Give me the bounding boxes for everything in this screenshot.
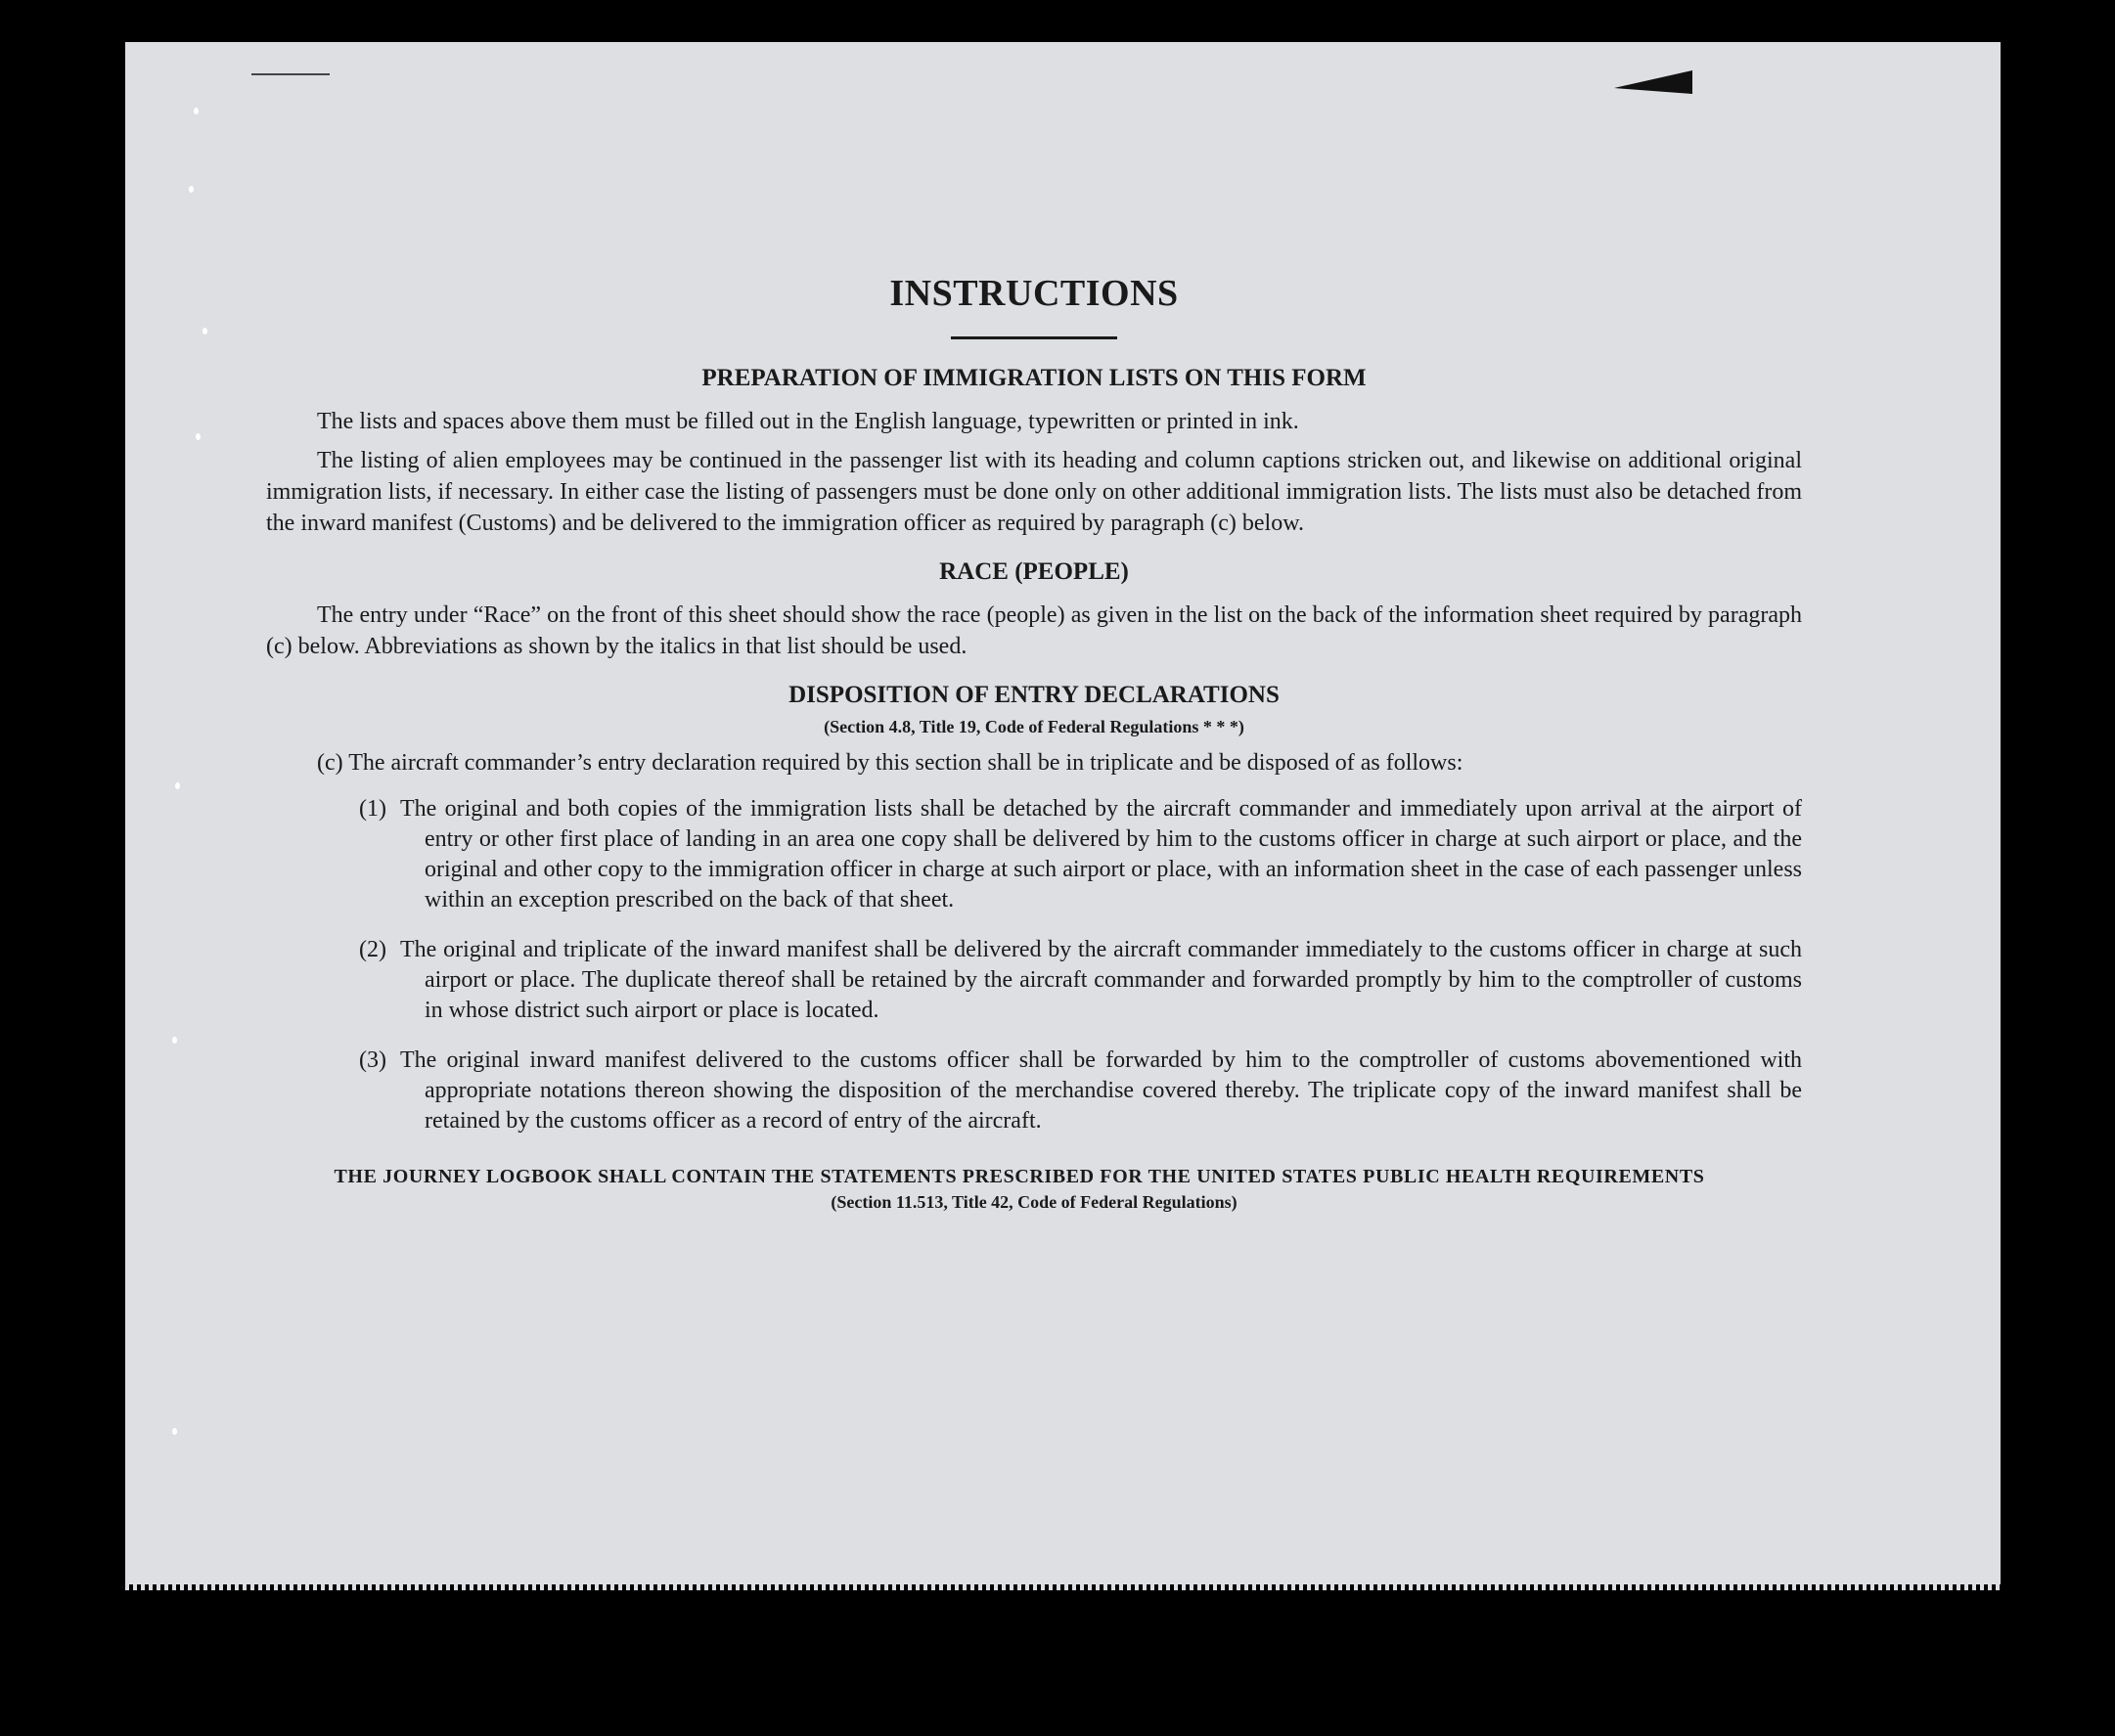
footer-statement: THE JOURNEY LOGBOOK SHALL CONTAIN THE STATEMENTS PRESCRIBED FOR THE UNITED STATES PUBLIC HEALTH REQUIREMENTS: [334, 1166, 1705, 1187]
edge-speck: [172, 1428, 177, 1435]
list-item-number: (1): [359, 796, 386, 822]
preparation-paragraph-2: The listing of alien employees may be continued in the passenger list with its heading and column captions stricken out, and likewise on additional original immigration lists, if necessary. In either case the listing of passengers must be done only on other additional immigration lists. The lists must also be detached from the inward manifest (Customs) and be delivered to the immigration officer as required by paragraph (c) below.: [266, 448, 1802, 536]
disposition-citation: (Section 4.8, Title 19, Code of Federal Regulations * * *): [824, 717, 1244, 736]
list-item-text: The original inward manifest delivered to the customs officer shall be forwarded by him to the comptroller of customs abovementioned with appropriate notations thereon showing the disposition of the merchandise covered thereby. The triplicate copy of the inward manifest shall be retained by the customs officer as a record of entry of the aircraft.: [400, 1047, 1802, 1134]
edge-speck: [189, 186, 194, 193]
disposition-intro: (c) The aircraft commander’s entry declaration required by this section shall be in triplicate and be disposed of as follows:: [317, 750, 1463, 776]
edge-speck: [194, 108, 199, 114]
footer-citation: (Section 11.513, Title 42, Code of Federal Regulations): [831, 1192, 1238, 1212]
corner-tear-mark: [1614, 70, 1692, 94]
list-item: [359, 1046, 1802, 1136]
edge-speck: [175, 782, 180, 789]
edge-speck: [196, 433, 201, 440]
preparation-heading: PREPARATION OF IMMIGRATION LISTS ON THIS FORM: [701, 365, 1367, 391]
edge-speck: [202, 328, 207, 334]
edge-speck: [172, 1037, 177, 1044]
list-item: [359, 935, 1802, 1026]
disposition-list: [266, 794, 1802, 1136]
document-title: INSTRUCTIONS: [889, 273, 1179, 314]
title-underline: [951, 336, 1117, 339]
race-paragraph: The entry under “Race” on the front of this sheet should show the race (people) as given in the list on the back of the information sheet required by paragraph (c) below. Abbreviations as shown by the italics in that list should be used.: [266, 602, 1802, 659]
race-heading: RACE (PEOPLE): [939, 558, 1129, 585]
document-sheet: [125, 42, 2001, 1584]
disposition-heading: DISPOSITION OF ENTRY DECLARATIONS: [788, 682, 1280, 708]
list-item-number: (2): [359, 937, 386, 962]
scan-mark: [251, 73, 330, 75]
document-content: [266, 254, 1802, 1213]
perforated-edge: [125, 1584, 2001, 1590]
list-item-number: (3): [359, 1047, 386, 1073]
list-item: [359, 794, 1802, 915]
preparation-paragraph-1: The lists and spaces above them must be filled out in the English language, typewritten or printed in ink.: [317, 409, 1299, 434]
list-item-text: The original and both copies of the immigration lists shall be detached by the aircraft commander and immediately upon arrival at the airport of entry or other first place of landing in an area one copy shall be delivered by him to the customs officer in charge at such airport or place, and the original and other copy to the immigration officer in charge at such airport or place, with an information sheet in the case of each passenger unless within an exception prescribed on the back of that sheet.: [400, 796, 1802, 913]
list-item-text: The original and triplicate of the inward manifest shall be delivered by the aircraft commander immediately to the customs officer in charge at such airport or place. The duplicate thereof shall be retained by the aircraft commander and forwarded promptly by him to the comptroller of customs in whose district such airport or place is located.: [400, 937, 1802, 1023]
